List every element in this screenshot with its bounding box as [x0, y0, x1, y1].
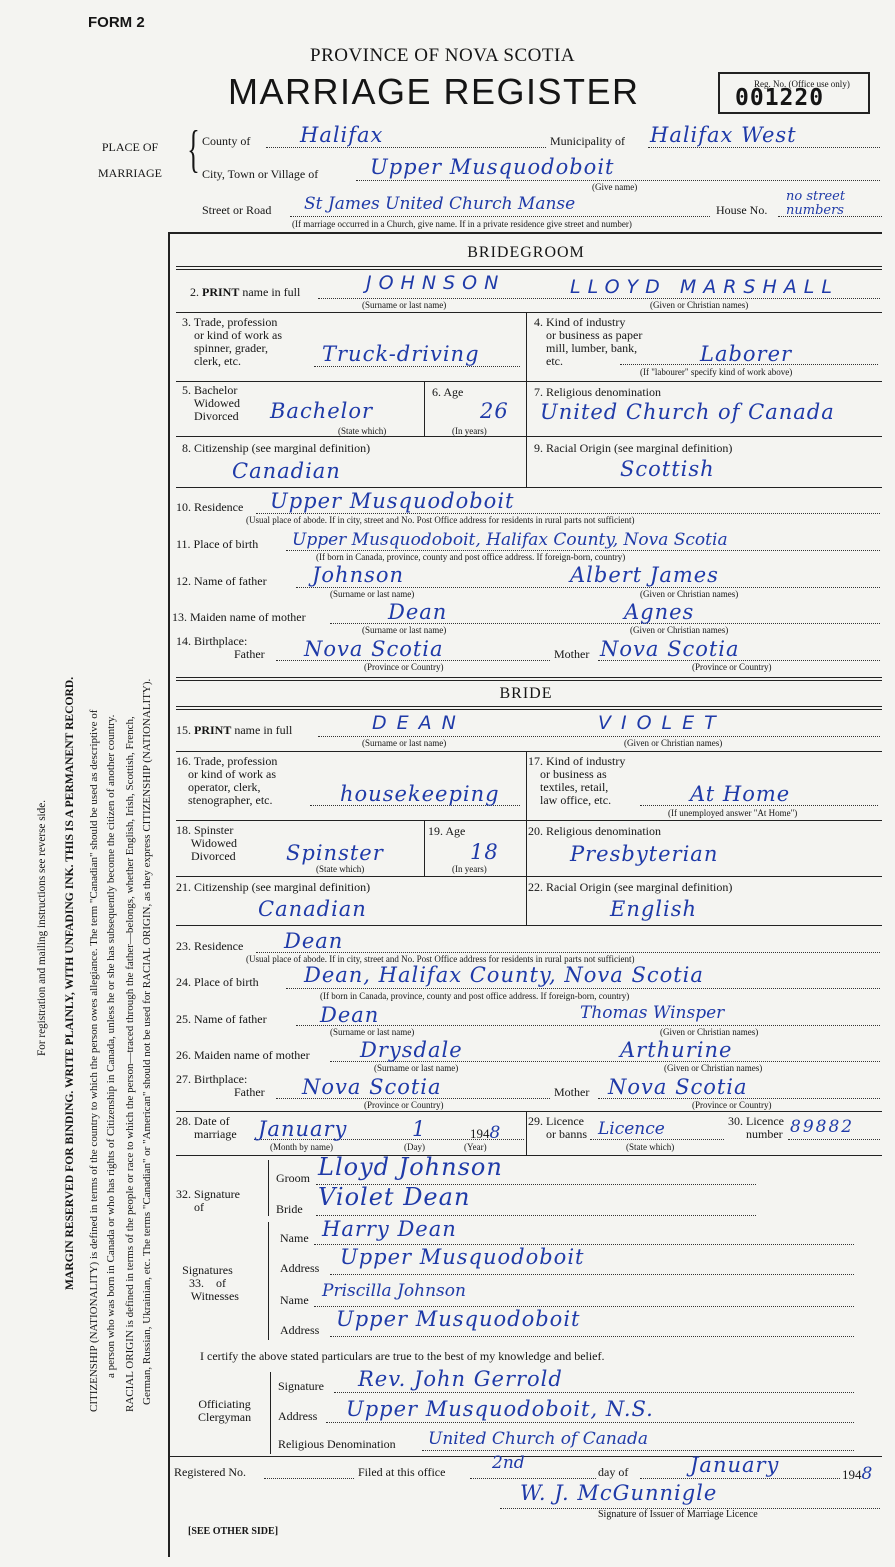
bride-signature: Violet Dean	[318, 1183, 471, 1211]
bride-birth-label: 24. Place of birth	[176, 975, 259, 989]
groom-father-surname-caption: (Surname or last name)	[330, 589, 415, 599]
certification-text: I certify the above stated particulars are true to the best of my knowledge and belief.	[200, 1349, 605, 1363]
bride-mother-given: Arthurine	[620, 1038, 733, 1062]
bride-mother-label: 26. Maiden name of mother	[176, 1048, 310, 1062]
groom-mother-surname-caption: (Surname or last name)	[362, 625, 447, 635]
municipality-line	[648, 147, 880, 148]
witness1-address: Upper Musquodoboit	[340, 1245, 585, 1269]
county-label: County of	[202, 134, 251, 148]
bride-row-rule-4	[176, 925, 882, 926]
groom-name-label: 2. PRINT name in full	[190, 285, 301, 299]
groom-status-label: 5. Bachelor Widowed Divorced	[182, 383, 240, 423]
groom-row-rule-2	[176, 381, 882, 382]
frame-left-border	[168, 232, 170, 1557]
filed-day-line	[470, 1478, 596, 1479]
county-value: Halifax	[300, 123, 384, 147]
bride-top-rule-2	[176, 680, 882, 681]
city-value: Upper Musquodoboit	[370, 155, 615, 179]
bride-bp-father-caption: (Province or Country)	[364, 1100, 444, 1110]
form-number: FORM 2	[88, 14, 145, 31]
bride-mother-surname-caption: (Surname or last name)	[374, 1063, 459, 1073]
groom-religion-label: 7. Religious denomination	[534, 385, 661, 399]
bride-surname: DEAN	[372, 712, 466, 734]
groom-signature: Lloyd Johnson	[318, 1153, 503, 1181]
filed-year-prefix: 194	[842, 1467, 862, 1482]
groom-given-caption: (Given or Christian names)	[650, 300, 749, 310]
bride-name-label: 15. PRINT name in full	[176, 723, 293, 737]
side-note-binding: MARGIN RESERVED FOR BINDING. WRITE PLAINLY, WITH UNFADING INK. THIS IS A PERMANENT RECORD.	[63, 676, 76, 1290]
filed-month-line	[640, 1478, 840, 1479]
licence-number-value: 89882	[790, 1117, 855, 1137]
street-value: St James United Church Manse	[304, 194, 576, 214]
bridegroom-heading: BRIDEGROOM	[467, 244, 585, 261]
clergy-signature-label: Signature	[278, 1379, 324, 1393]
filed-label: Filed at this office	[358, 1465, 446, 1479]
place-of-marriage-label: PLACE OF MARRIAGE	[98, 140, 163, 180]
bride-birth-value: Dean, Halifax County, Nova Scotia	[304, 963, 704, 987]
bride-row-rule-1	[176, 751, 882, 752]
bride-father-line	[296, 1025, 880, 1026]
witnesses-label: Signatures 33. of Witnesses	[182, 1263, 239, 1303]
city-label: City, Town or Village of	[202, 167, 319, 181]
place-brace: {	[187, 121, 200, 178]
filed-day: 2nd	[492, 1453, 525, 1473]
witness2-address-line	[330, 1336, 854, 1337]
groom-row-rule-4	[176, 487, 882, 488]
bride-trade-label: 16. Trade, profession or kind of work as operator, clerk, stenographer, etc.	[176, 754, 278, 807]
clergy-signature: Rev. John Gerrold	[358, 1367, 563, 1391]
bride-status-value: Spinster	[286, 841, 384, 865]
side-note-mailing: For registration and mailing instructions see reverse side.	[36, 799, 48, 1056]
groom-residence-label: 10. Residence	[176, 500, 244, 514]
groom-father-label: 12. Name of father	[176, 574, 267, 588]
side-note-citizenship-2: a person who was born in Canada or who has rights of Citizenship in Canada, unless he or she has subsequently become the citizen of another country.	[105, 714, 117, 1378]
bride-residence-caption: (Usual place of abode. If in city, street and No. Post Office address for residents in rural parts not sufficient)	[246, 954, 635, 964]
clergy-denomination-line	[422, 1450, 854, 1451]
registered-label: Registered No.	[174, 1465, 246, 1479]
see-other-side: [SEE OTHER SIDE]	[188, 1526, 279, 1537]
groom-age-caption: (In years)	[452, 426, 487, 436]
groom-religion-value: United Church of Canada	[540, 400, 835, 424]
marriage-date-label: 28. Date of marriage	[176, 1114, 237, 1141]
bride-birth-line	[286, 988, 880, 989]
bride-industry-value: At Home	[690, 782, 791, 806]
licence-divider	[526, 1111, 527, 1155]
bride-bp-father-label: Father	[234, 1085, 265, 1099]
municipality-value: Halifax West	[650, 123, 797, 147]
issuer-signature: W. J. McGunnigle	[520, 1481, 718, 1505]
groom-trade-line	[314, 366, 520, 367]
bride-age-divider	[526, 820, 527, 877]
side-note-racial-2: German, Russian, Ukrainian, etc. The terms "Canadian" or "American" should not be used for RACIAL ORIGIN, as they express CITIZENSHIP (NATIONALITY).	[141, 678, 153, 1405]
groom-citizenship-value: Canadian	[232, 459, 341, 483]
witness1-address-line	[330, 1274, 854, 1275]
groom-row-rule-1	[176, 312, 882, 313]
clergy-address-label: Address	[278, 1409, 318, 1423]
bride-surname-caption: (Surname or last name)	[362, 738, 447, 748]
bride-residence-label: 23. Residence	[176, 939, 244, 953]
licence-number-label: 30. Licence number	[728, 1114, 784, 1141]
issuer-caption: Signature of Issuer of Marriage Licence	[598, 1509, 758, 1520]
bride-row-rule-3	[176, 876, 882, 877]
groom-bp-father-value: Nova Scotia	[304, 637, 444, 661]
filed-year	[842, 1465, 872, 1483]
bride-mother-given-caption: (Given or Christian names)	[664, 1063, 763, 1073]
groom-father-surname: Johnson	[312, 563, 405, 587]
groom-heading-rule-2	[176, 269, 882, 270]
witness2-name-label: Name	[280, 1293, 309, 1307]
witness2-address: Upper Musquodoboit	[336, 1307, 581, 1331]
groom-name-line	[318, 298, 880, 299]
groom-age-divider	[526, 381, 527, 437]
bride-birth-caption: (If born in Canada, province, county and post office address. If foreign-born, country)	[320, 991, 630, 1001]
witness1-name: Harry Dean	[322, 1217, 457, 1241]
bride-given-names: VIOLET	[598, 712, 726, 734]
groom-industry-caption: (If "labourer" specify kind of work above)	[640, 367, 793, 377]
province-heading: PROVINCE OF NOVA SCOTIA	[310, 45, 576, 66]
groom-surname: JOHNSON	[366, 272, 506, 294]
groom-row-rule-3	[176, 436, 882, 437]
groom-heading-rule	[176, 266, 882, 267]
city-line	[356, 180, 880, 181]
bride-top-rule	[176, 677, 882, 678]
bride-name-line	[318, 736, 880, 737]
groom-residence-value: Upper Musquodoboit	[270, 489, 515, 513]
bride-citizenship-label: 21. Citizenship (see marginal definition)	[176, 880, 371, 894]
groom-status-caption: (State which)	[338, 426, 387, 436]
house-value: no street numbers	[786, 189, 846, 218]
groom-citizenship-divider	[526, 436, 527, 488]
groom-status-divider	[424, 381, 425, 437]
licence-value: Licence	[598, 1119, 665, 1139]
bride-father-surname: Dean	[320, 1003, 380, 1027]
bride-residence-line	[256, 952, 880, 953]
bride-mother-surname: Drysdale	[360, 1038, 463, 1062]
bride-residence-value: Dean	[284, 929, 344, 953]
reg-number-box	[718, 72, 870, 114]
reg-number: 001220	[735, 85, 825, 111]
bride-father-surname-caption: (Surname or last name)	[330, 1027, 415, 1037]
street-caption: (If marriage occurred in a Church, give name. If in a private residence give street and number)	[292, 219, 632, 229]
bride-racial-label: 22. Racial Origin (see marginal definition)	[528, 880, 733, 894]
side-note-racial-1: RACIAL ORIGIN is defined in terms of the people or race to which the person—traced through the father—belongs, whether English, Irish, Scottish, French,	[124, 716, 136, 1412]
street-label: Street or Road	[202, 203, 272, 217]
frame-top-border	[168, 232, 882, 234]
groom-birthplace-label: 14. Birthplace:	[176, 634, 248, 648]
bride-religion-value: Presbyterian	[570, 842, 719, 866]
bride-bp-mother-value: Nova Scotia	[608, 1075, 748, 1099]
clergy-denomination-label: Religious Denomination	[278, 1437, 396, 1451]
bride-sig-line	[316, 1215, 756, 1216]
groom-bp-father-caption: (Province or Country)	[364, 662, 444, 672]
groom-father-given: Albert James	[570, 563, 719, 587]
bride-father-given-caption: (Given or Christian names)	[660, 1027, 759, 1037]
filed-month: January	[690, 1453, 780, 1477]
signature-bracket	[268, 1160, 269, 1216]
groom-residence-caption: (Usual place of abode. If in city, street and No. Post Office address for residents in rural parts not sufficient)	[246, 515, 635, 525]
bride-citizenship-value: Canadian	[258, 897, 367, 921]
marriage-year-prefix: 194	[470, 1126, 490, 1141]
groom-age-value: 26	[480, 399, 509, 423]
bride-industry-caption: (If unemployed answer "At Home")	[668, 808, 798, 818]
bride-father-given: Thomas Winsper	[580, 1003, 725, 1023]
witness1-name-label: Name	[280, 1231, 309, 1245]
page-title: MARRIAGE REGISTER	[228, 71, 640, 112]
bride-father-label: 25. Name of father	[176, 1012, 267, 1026]
bride-heading-rule	[176, 706, 882, 707]
licence-label: 29. Licence or banns	[528, 1114, 587, 1141]
bride-bp-mother-label: Mother	[554, 1085, 590, 1099]
bride-trade-divider	[526, 751, 527, 821]
clergy-address-line	[326, 1422, 854, 1423]
groom-birth-line	[286, 550, 880, 551]
bride-sig-label: Bride	[276, 1202, 303, 1216]
clergy-signature-line	[334, 1392, 854, 1393]
groom-birth-label: 11. Place of birth	[176, 537, 259, 551]
groom-bp-father-label: Father	[234, 647, 265, 661]
witness2-name: Priscilla Johnson	[322, 1281, 466, 1301]
bride-status-divider	[424, 820, 425, 877]
bride-industry-label: 17. Kind of industry or business as textiles, retail, law office, etc.	[528, 754, 626, 807]
groom-mother-given-caption: (Given or Christian names)	[630, 625, 729, 635]
groom-residence-line	[256, 513, 880, 514]
bride-row-rule-2	[176, 820, 882, 821]
bride-bp-father-value: Nova Scotia	[302, 1075, 442, 1099]
bride-heading: BRIDE	[499, 685, 553, 702]
marriage-day-caption: (Day)	[404, 1142, 425, 1152]
bride-status-caption: (State which)	[316, 864, 365, 874]
street-line	[290, 216, 710, 217]
groom-racial-value: Scottish	[620, 457, 715, 481]
marriage-year-caption: (Year)	[464, 1142, 487, 1152]
bride-citizenship-divider	[526, 876, 527, 926]
clergy-bracket	[270, 1372, 271, 1454]
officiating-clergyman-label: Officiating Clergyman	[198, 1397, 252, 1424]
licence-number-line	[788, 1139, 880, 1140]
groom-given-names: LLOYD MARSHALL	[570, 276, 839, 298]
groom-bp-mother-value: Nova Scotia	[600, 637, 740, 661]
groom-birth-caption: (If born in Canada, province, county and post office address. If foreign-born, country)	[316, 552, 626, 562]
registered-line	[264, 1478, 354, 1479]
city-caption: (Give name)	[592, 182, 638, 192]
signatures-top-rule	[176, 1155, 882, 1156]
bride-age-label: 19. Age	[428, 824, 466, 838]
clergy-address: Upper Musquodoboit, N.S.	[346, 1397, 654, 1421]
marriage-year	[470, 1124, 500, 1142]
groom-surname-caption: (Surname or last name)	[362, 300, 447, 310]
marriage-month-caption: (Month by name)	[270, 1142, 333, 1152]
side-note-citizenship-1: CITIZENSHIP (NATIONALITY) is defined in terms of the country to which the person owes allegiance. The term "Canadian" should be used as descriptive of	[88, 709, 100, 1412]
marriage-year-suffix: 8	[489, 1123, 501, 1143]
bride-trade-value: housekeeping	[340, 782, 500, 806]
licence-line	[590, 1139, 724, 1140]
witness1-address-label: Address	[280, 1261, 320, 1275]
groom-father-line	[296, 587, 880, 588]
groom-age-label: 6. Age	[432, 385, 464, 399]
groom-mother-label: 13. Maiden name of mother	[172, 610, 306, 624]
groom-trade-divider	[526, 312, 527, 382]
bride-age-caption: (In years)	[452, 864, 487, 874]
bride-bp-mother-caption: (Province or Country)	[692, 1100, 772, 1110]
groom-industry-value: Laborer	[700, 342, 793, 366]
marriage-month: January	[258, 1117, 348, 1141]
groom-industry-label: 4. Kind of industry or business as paper mill, lumber, bank, etc.	[534, 315, 643, 368]
municipality-label: Municipality of	[550, 134, 625, 148]
marriage-top-rule	[176, 1111, 882, 1112]
filed-year-suffix: 8	[861, 1464, 873, 1484]
licence-caption: (State which)	[626, 1142, 675, 1152]
clergy-denomination: United Church of Canada	[428, 1429, 648, 1449]
groom-trade-value: Truck-driving	[322, 342, 480, 366]
bride-religion-label: 20. Religious denomination	[528, 824, 661, 838]
county-line	[266, 147, 546, 148]
signature-label: 32. Signature of	[176, 1187, 240, 1214]
house-label: House No.	[716, 203, 768, 217]
witness-bracket	[268, 1222, 269, 1340]
reg-number-label: Reg. No. (Office use only)	[754, 79, 850, 89]
groom-sig-label: Groom	[276, 1171, 310, 1185]
day-of-label: day of	[598, 1465, 629, 1479]
groom-racial-label: 9. Racial Origin (see marginal definition)	[534, 441, 733, 455]
bride-birthplace-label: 27. Birthplace:	[176, 1072, 248, 1086]
groom-father-given-caption: (Given or Christian names)	[640, 589, 739, 599]
groom-citizenship-label: 8. Citizenship (see marginal definition)	[182, 441, 371, 455]
bride-age-value: 18	[470, 840, 499, 864]
witness2-address-label: Address	[280, 1323, 320, 1337]
groom-mother-surname: Dean	[388, 600, 448, 624]
bride-given-caption: (Given or Christian names)	[624, 738, 723, 748]
groom-bp-mother-caption: (Province or Country)	[692, 662, 772, 672]
bride-status-label: 18. Spinster Widowed Divorced	[176, 823, 237, 863]
groom-mother-given: Agnes	[624, 600, 695, 624]
marriage-day: 1	[412, 1117, 427, 1141]
bride-heading-rule-2	[176, 709, 882, 710]
bride-racial-value: English	[610, 897, 698, 921]
groom-bp-mother-label: Mother	[554, 647, 590, 661]
groom-trade-label: 3. Trade, profession or kind of work as spinner, grader, clerk, etc.	[182, 315, 282, 368]
groom-status-value: Bachelor	[270, 399, 374, 423]
groom-birth-value: Upper Musquodoboit, Halifax County, Nova Scotia	[292, 530, 728, 550]
